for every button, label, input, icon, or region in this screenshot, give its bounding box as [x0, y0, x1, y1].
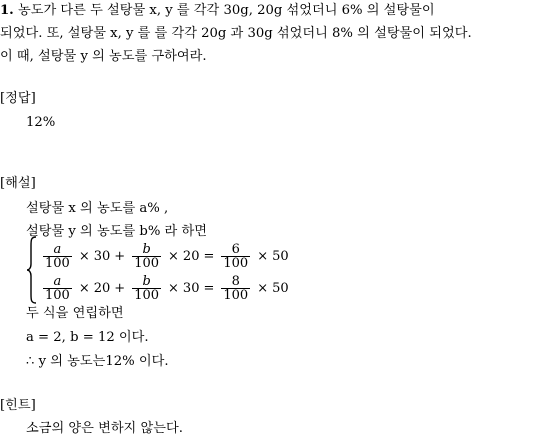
problem-line-1 [0, 2, 435, 20]
frac-b-over-100: $\frac{b}{100}$ [134, 241, 160, 271]
frac-a-over-100: $\frac{a}{100}$ [45, 241, 70, 271]
solution-heading: [해설] [0, 176, 36, 191]
answer-heading: [정답] [0, 91, 36, 106]
hint-text: 소금의 양은 변하지 않는다. [26, 421, 183, 436]
problem-text-1: 농도가 다른 두 설탕물 x, y 를 각각 30g, 20g 섞었더니 6% 의 설탕물이 [17, 3, 435, 18]
solution-line-4: a = 2, b = 12 이다. [26, 330, 149, 345]
hint-heading: [힌트] [0, 398, 36, 413]
solution-line-2: 설탕물 y 의 농도를 b% 라 하면 [26, 224, 207, 239]
solution-line-1: 설탕물 x 의 농도를 a% , [26, 201, 169, 216]
frac-b-over-100: $\frac{b}{100}$ [134, 273, 160, 303]
equation-2: $\frac{a}{100}$ × 20 + $\frac{b}{100}$ × 30 = $\frac{8}{100}$ × 50 [45, 273, 289, 303]
frac-rhs: $\frac{8}{100}$ [223, 273, 249, 303]
problem-line-3: 이 때, 설탕물 y 의 농도를 구하여라. [0, 49, 207, 64]
problem-number: 1. [0, 3, 14, 18]
answer-value: 12% [26, 115, 56, 130]
frac-a-over-100: $\frac{a}{100}$ [45, 273, 70, 303]
equation-1: $\frac{a}{100}$ × 30 + $\frac{b}{100}$ × 20 = $\frac{6}{100}$ × 50 [45, 241, 289, 271]
solution-line-5: ∴ y 의 농도는12% 이다. [26, 354, 169, 369]
left-brace-icon [26, 236, 38, 304]
problem-line-2: 되었다. 또, 설탕물 x, y 를 를 각각 20g 과 30g 섞었더니 8% 의 설탕물이 되었다. [0, 26, 472, 41]
solution-line-3: 두 식을 연립하면 [26, 306, 124, 321]
frac-rhs: $\frac{6}{100}$ [223, 241, 249, 271]
